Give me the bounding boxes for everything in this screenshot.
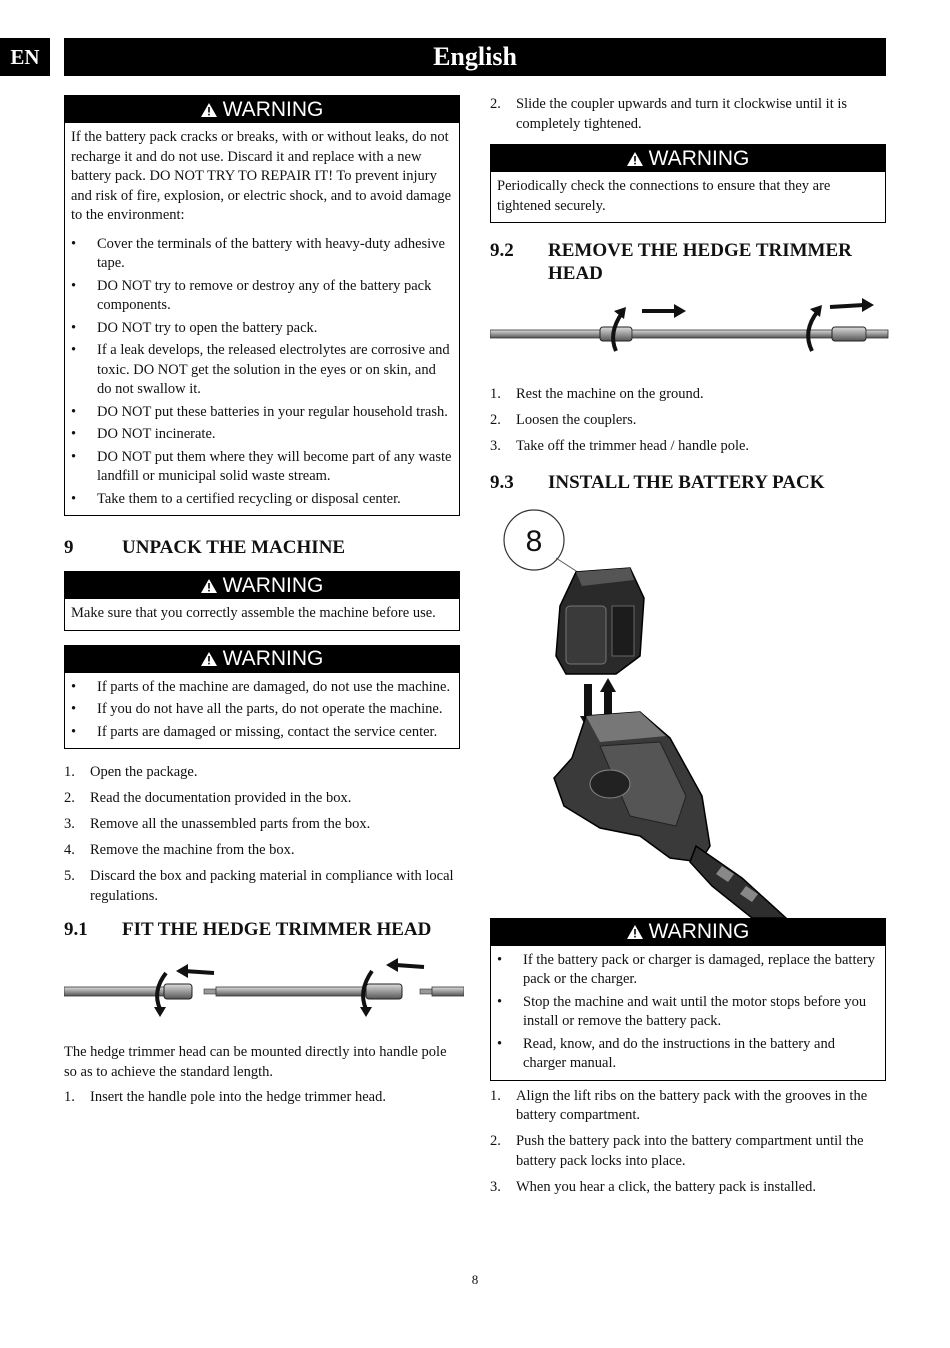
left-column: [64, 95, 460, 1114]
warning-label: WARNING: [222, 97, 324, 121]
install-steps: [490, 1087, 886, 1198]
warning-header: [65, 646, 459, 673]
warning-list: [71, 235, 453, 510]
list-item: • If the battery pack or charger is damaged, replace the battery pack or the charger.: [497, 951, 879, 990]
list-item: 2. Read the documentation provided in the box.: [64, 790, 352, 806]
warning-triangle-icon: [627, 925, 643, 939]
remove-head-illustration: [490, 297, 890, 367]
warning-triangle-icon: [201, 103, 217, 117]
list-item: 2. Push the battery pack into the battery compartment until the battery pack locks into place.: [490, 1133, 864, 1169]
warning-battery-handling: [490, 918, 886, 1081]
list-item: 1. Open the package.: [64, 764, 198, 780]
remove-steps: [490, 385, 886, 457]
warning-text: Periodically check the connections to ensure that they are tightened securely.: [497, 178, 831, 214]
warning-header: [65, 96, 459, 123]
warning-header: [65, 572, 459, 599]
fit-description: The hedge trimmer head can be mounted directly into handle pole so as to achieve the standard length.: [64, 1044, 447, 1080]
fit-head-illustration: [64, 953, 464, 1023]
warning-header: [491, 145, 885, 172]
list-item: • Stop the machine and wait until the motor stops before you install or remove the battery pack.: [497, 993, 879, 1032]
warning-text: Make sure that you correctly assemble the machine before use.: [71, 605, 436, 621]
list-item: 1. Rest the machine on the ground.: [490, 386, 704, 402]
section-heading-9: 9 UNPACK THE MACHINE: [64, 537, 346, 558]
warning-list: [71, 678, 453, 743]
fit-steps-continued: [490, 95, 886, 134]
list-item: • Take them to a certified recycling or disposal center.: [71, 490, 453, 510]
list-item: • Cover the terminals of the battery with heavy-duty adhesive tape.: [71, 235, 453, 274]
list-item: 1. Align the lift ribs on the battery pack with the grooves in the battery compartment.: [490, 1087, 868, 1123]
warning-triangle-icon: [201, 652, 217, 666]
list-item: • If you do not have all the parts, do not operate the machine.: [71, 700, 453, 720]
section-heading-9-1: 9.1 FIT THE HEDGE TRIMMER HEAD: [64, 919, 432, 940]
unpack-steps: [64, 763, 460, 906]
list-item: 3. Take off the trimmer head / handle pole.: [490, 438, 750, 454]
list-item: 2. Loosen the couplers.: [490, 412, 637, 428]
list-item: • DO NOT put them where they will become part of any waste landfill or municipal solid waste stream.: [71, 448, 453, 487]
list-item: • Read, know, and do the instructions in the battery and charger manual.: [497, 1035, 879, 1074]
list-item: • If a leak develops, the released electrolytes are corrosive and toxic. DO NOT get the solution in the eyes or on skin, and do not swallow it.: [71, 341, 453, 400]
warning-list: [497, 951, 879, 1074]
list-item: 3. Remove all the unassembled parts from the box.: [64, 816, 371, 832]
list-item: • DO NOT try to open the battery pack.: [71, 319, 453, 339]
warning-intro-text: If the battery pack cracks or breaks, with or without leaks, do not recharge it and do not use. Discard it and replace with a new battery pack. DO NOT TRY TO REPAIR IT! To prevent injury and risk of fire, explosion, or electric shock, and to avoid damage to the environment:: [71, 129, 452, 223]
right-column: [490, 95, 886, 1204]
warning-header: [491, 919, 885, 946]
warning-triangle-icon: [627, 152, 643, 166]
list-item: 4. Remove the machine from the box.: [64, 842, 295, 858]
warning-assembly: [64, 571, 460, 631]
warning-label: WARNING: [222, 647, 324, 670]
section-heading-9-3: 9.3 INSTALL THE BATTERY PACK: [490, 471, 825, 493]
list-item: 1. Insert the handle pole into the hedge trimmer head.: [64, 1089, 386, 1105]
list-item: • DO NOT put these batteries in your regular household trash.: [71, 403, 453, 423]
list-item: • If parts are damaged or missing, contact the service center.: [71, 723, 453, 743]
list-item: 3. When you hear a click, the battery pack is installed.: [490, 1178, 816, 1195]
list-item: • DO NOT try to remove or destroy any of the battery pack components.: [71, 277, 453, 316]
warning-label: WARNING: [648, 146, 750, 170]
battery-install-illustration: [490, 506, 886, 918]
figure-number: 8: [525, 524, 543, 558]
language-tab: EN: [0, 38, 50, 76]
page-header-title: English: [64, 38, 886, 76]
warning-triangle-icon: [201, 579, 217, 593]
section-heading-9-2: 9.2 REMOVE THE HEDGE TRIMMER HEAD: [490, 240, 852, 284]
warning-label: WARNING: [648, 920, 750, 943]
page-number: 8: [471, 1272, 479, 1287]
fit-steps: [64, 1088, 460, 1108]
warning-label: WARNING: [222, 573, 324, 597]
warning-connections: [490, 144, 886, 223]
list-item: 2. Slide the coupler upwards and turn it clockwise until it is completely tightened.: [490, 96, 848, 132]
list-item: 5. Discard the box and packing material in compliance with local regulations.: [64, 868, 454, 904]
warning-damaged-parts: [64, 645, 460, 750]
list-item: • DO NOT incinerate.: [71, 425, 453, 445]
warning-battery-damage: [64, 95, 460, 516]
list-item: • If parts of the machine are damaged, do not use the machine.: [71, 678, 453, 698]
